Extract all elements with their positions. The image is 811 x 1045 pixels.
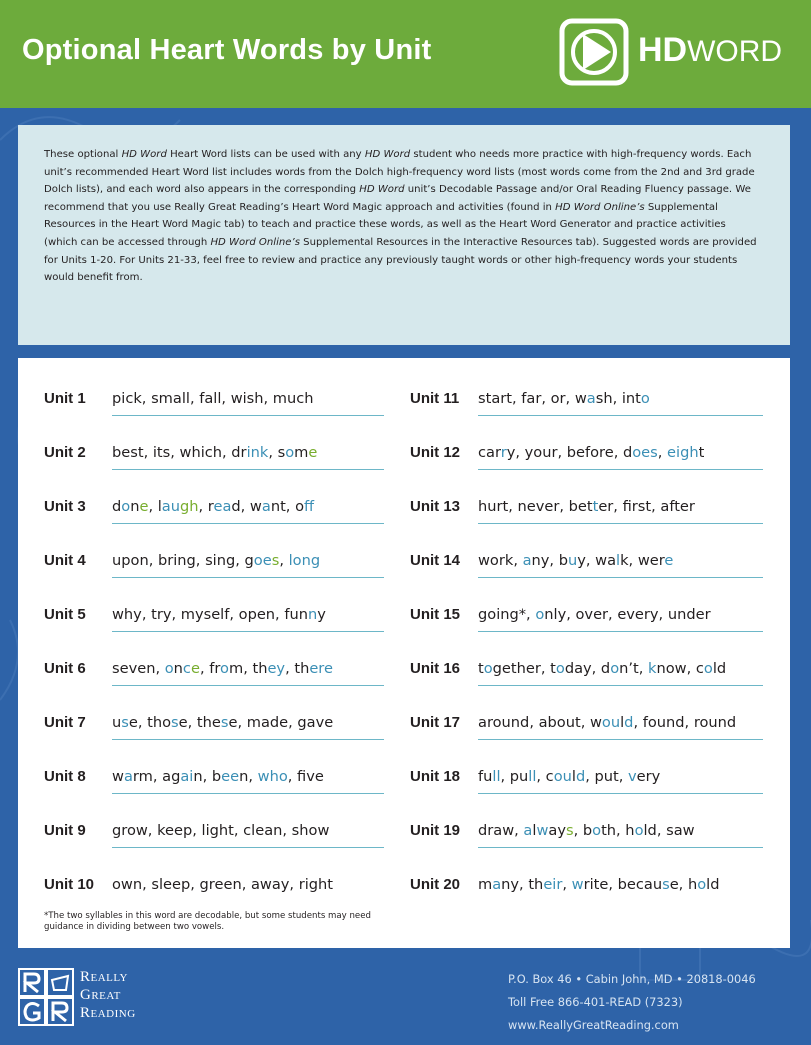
unit-label: Unit 18 bbox=[410, 767, 461, 785]
row-divider bbox=[112, 793, 384, 794]
unit-label: Unit 16 bbox=[410, 659, 461, 677]
unit-label: Unit 1 bbox=[44, 389, 86, 407]
row-divider bbox=[478, 793, 763, 794]
unit-row bbox=[44, 371, 384, 425]
heart-word-list: carry, your, before, does, eight bbox=[478, 443, 705, 461]
row-divider bbox=[478, 847, 763, 848]
row-divider bbox=[112, 523, 384, 524]
heart-word-list: going*, only, over, every, under bbox=[478, 605, 711, 623]
heart-word-list: together, today, don’t, know, cold bbox=[478, 659, 727, 677]
unit-label: Unit 12 bbox=[410, 443, 461, 461]
page-title: Optional Heart Words by Unit bbox=[22, 34, 432, 66]
unit-label: Unit 10 bbox=[44, 875, 95, 893]
row-divider bbox=[478, 577, 763, 578]
intro-paragraph: These optional HD Word Heart Word lists can be used with any HD Word student who needs more practice with high-frequency words. Each unit’s recommended Heart Word list includes words from the Dolch high-frequency word lists (most words come from the 2nd and 3rd grade Dolch lists), and each word also appears in the corresponding HD Word unit’s Decodable Passage and/or Oral Reading Fluency passage. We recommend that you use Really Great Reading’s Heart Word Magic approach and activities (found in HD Word Online’s Supplemental Resources in the Heart Word Magic tab) to teach and practice these words, as well as the Heart Word Generator and practice activities (which can be accessed through HD Word Online’s Supplemental Resources in the Interactive Resources tab). Suggested words are provided for Units 1-20. For Units 21-33, feel free to review and practice any previously taught words or other high-frequency words your students would benefit from. bbox=[44, 149, 757, 284]
unit-row bbox=[44, 533, 384, 587]
heart-word-list: best, its, which, drink, some bbox=[112, 443, 318, 461]
unit-row bbox=[44, 749, 384, 803]
unit-row bbox=[44, 479, 384, 533]
row-divider bbox=[478, 685, 763, 686]
unit-row bbox=[44, 425, 384, 479]
row-divider bbox=[112, 847, 384, 848]
unit-label: Unit 14 bbox=[410, 551, 461, 569]
row-divider bbox=[478, 415, 763, 416]
row-divider bbox=[112, 415, 384, 416]
unit-label: Unit 8 bbox=[44, 767, 86, 785]
row-divider bbox=[478, 523, 763, 524]
unit-label: Unit 17 bbox=[410, 713, 461, 731]
unit-row bbox=[410, 371, 763, 425]
intro-panel bbox=[18, 125, 790, 345]
heart-words-panel bbox=[18, 358, 790, 948]
really-great-reading-logo-text: Really Great Reading bbox=[80, 969, 136, 1021]
unit-label: Unit 4 bbox=[44, 551, 86, 569]
heart-word-list: done, laugh, read, want, off bbox=[112, 497, 315, 515]
unit-label: Unit 11 bbox=[410, 389, 460, 407]
unit-row bbox=[44, 857, 384, 911]
unit-label: Unit 13 bbox=[410, 497, 461, 515]
unit-row bbox=[44, 803, 384, 857]
unit-row bbox=[410, 857, 763, 911]
heart-word-list: warm, again, been, who, five bbox=[112, 767, 324, 785]
heart-word-list: seven, once, from, they, there bbox=[112, 659, 333, 677]
heart-word-list: use, those, these, made, gave bbox=[112, 713, 334, 731]
hd-word-play-icon bbox=[559, 18, 629, 86]
unit-row bbox=[44, 641, 384, 695]
unit-row bbox=[410, 803, 763, 857]
row-divider bbox=[112, 739, 384, 740]
unit-row bbox=[410, 587, 763, 641]
contact-info bbox=[508, 968, 756, 1037]
heart-word-list: own, sleep, green, away, right bbox=[112, 875, 334, 893]
heart-word-list: many, their, write, because, hold bbox=[478, 875, 720, 893]
unit-row bbox=[44, 695, 384, 749]
heart-word-list: pick, small, fall, wish, much bbox=[112, 389, 314, 407]
heart-word-list: grow, keep, light, clean, show bbox=[112, 821, 330, 839]
heart-word-list: upon, bring, sing, goes, long bbox=[112, 551, 321, 569]
heart-word-list: why, try, myself, open, funny bbox=[112, 605, 326, 623]
unit-label: Unit 5 bbox=[44, 605, 86, 623]
heart-word-list: work, any, buy, walk, were bbox=[478, 551, 674, 569]
hd-word-logo-text: HDWORD bbox=[638, 31, 783, 69]
heart-word-list: hurt, never, better, first, after bbox=[478, 497, 695, 515]
heart-word-list: start, far, or, wash, into bbox=[478, 389, 650, 407]
row-divider bbox=[478, 739, 763, 740]
unit-label: Unit 15 bbox=[410, 605, 461, 623]
heart-word-list: around, about, would, found, round bbox=[478, 713, 737, 731]
unit-label: Unit 9 bbox=[44, 821, 86, 839]
unit-row bbox=[410, 533, 763, 587]
row-divider bbox=[112, 685, 384, 686]
heart-word-list: draw, always, both, hold, saw bbox=[478, 821, 695, 839]
unit-label: Unit 3 bbox=[44, 497, 86, 515]
unit-row bbox=[410, 479, 763, 533]
unit-row bbox=[410, 749, 763, 803]
unit-label: Unit 7 bbox=[44, 713, 86, 731]
really-great-reading-logo-icon bbox=[18, 968, 74, 1026]
units-right-column bbox=[410, 371, 763, 911]
unit-row bbox=[410, 425, 763, 479]
unit-label: Unit 20 bbox=[410, 875, 461, 893]
row-divider bbox=[112, 469, 384, 470]
unit-label: Unit 6 bbox=[44, 659, 86, 677]
unit-row bbox=[44, 587, 384, 641]
header-banner bbox=[0, 0, 811, 108]
heart-word-list: full, pull, could, put, very bbox=[478, 767, 661, 785]
unit-row bbox=[410, 641, 763, 695]
unit-label: Unit 2 bbox=[44, 443, 86, 461]
row-divider bbox=[478, 631, 763, 632]
unit-label: Unit 19 bbox=[410, 821, 461, 839]
website-link[interactable]: www.ReallyGreatReading.com bbox=[508, 1018, 679, 1032]
address-text: P.O. Box 46 • Cabin John, MD • 20818-0046 bbox=[508, 972, 756, 986]
row-divider bbox=[112, 631, 384, 632]
row-divider bbox=[478, 469, 763, 470]
unit-row bbox=[410, 695, 763, 749]
units-left-column bbox=[44, 371, 384, 911]
footnote: *The two syllables in this word are decodable, but some students may need guidance in dividing between two vowels. bbox=[44, 911, 371, 932]
row-divider bbox=[112, 577, 384, 578]
phone-text: Toll Free 866-401-READ (7323) bbox=[508, 995, 683, 1009]
